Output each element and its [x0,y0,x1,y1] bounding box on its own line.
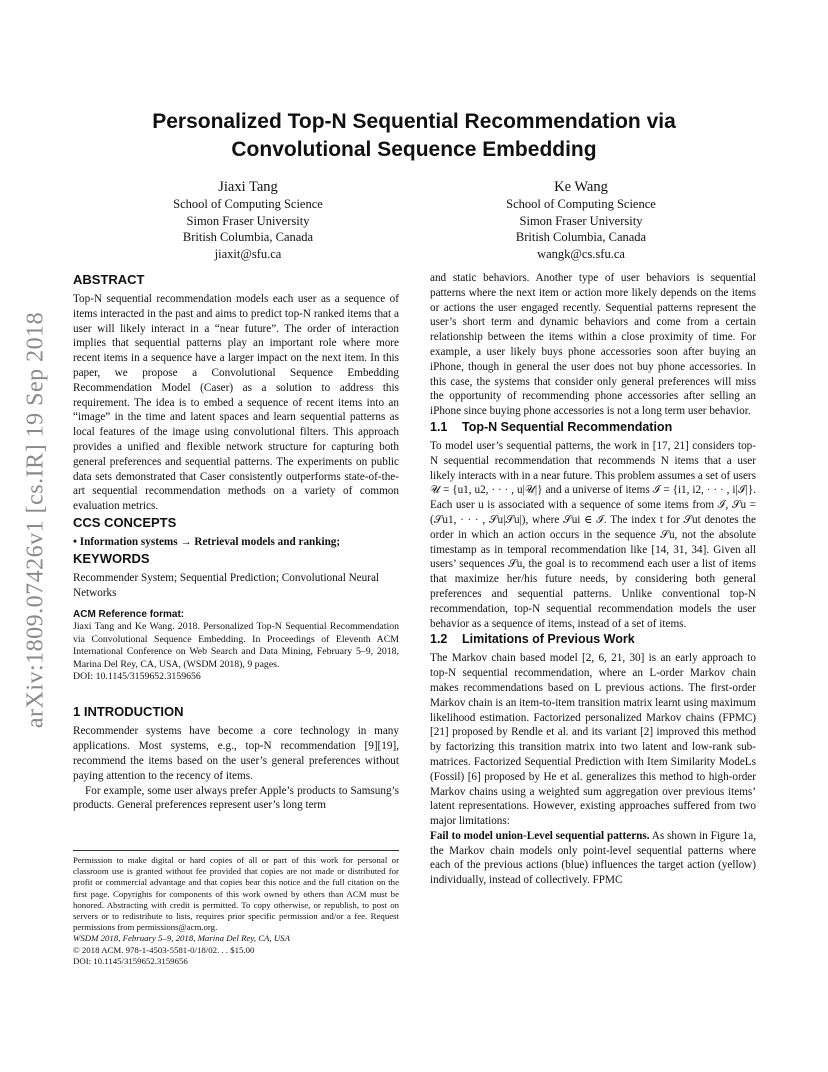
author-dept: School of Computing Science [506,197,656,211]
title-line-1: Personalized Top-N Sequential Recommendation via [152,110,676,133]
section-1-2-heading [430,631,756,647]
right-column [430,271,756,888]
limitation-paragraph [430,829,756,888]
copyright-footnote [73,850,399,967]
abstract-text: Top-N sequential recommendation models each user as a sequence of items interacted in the past and aims to predict top-N ranked items that a user will likely interact in a “near future”. The order of interaction implies that sequential patterns play an important role where more recent items in a sequence have a larger impact on the next item. In this paper, we propose a Convolutional Sequence Embedding Recommendation Model (Caser) as a solution to address this requirement. The idea is to embed a sequence of recent items into an “image” in the time and latent spaces and learn sequential patterns as local features of the image using convolutional filters. This approach provides a unified and flexible network structure for capturing both general preferences and sequential patterns. The experiments on public data sets demonstrated that Caser consistently outperforms state-of-the-art sequential recommendation methods on a variety of common evaluation metrics. [73,293,399,513]
footnote-copyright: © 2018 ACM. 978-1-4503-5581-0/18/02. . . $15.00 [73,944,255,955]
footnote-venue: WSDM 2018, February 5–9, 2018, Marina Del Rey, CA, USA [73,933,290,944]
keywords-heading: KEYWORDS [73,550,150,566]
acm-ref-heading: ACM Reference format: [73,609,185,621]
title-line-2: Convolutional Sequence Embedding [231,138,597,161]
author-dept: School of Computing Science [173,197,323,211]
intro-paragraph-1: Recommender systems have become a core technology in many applications. Most systems, e.g., top-N recommendation [9][19], recommend the items based on the user’s general preferences without paying attention to the recency of items. [73,725,399,782]
author-univ: Simon Fraser University [186,213,310,228]
acm-ref-text: Jiaxi Tang and Ke Wang. 2018. Personalized Top-N Sequential Recommendation via Convolutional Sequence Embedding. In Proceedings of Eleventh ACM International Conference on Web Search and Data Mining, February 5–9, 2018, Marina Del Rey, CA, USA, (WSDM 2018), 9 pages. [73,621,399,670]
author-location: British Columbia, Canada [182,230,314,245]
ccs-heading: CCS CONCEPTS [73,514,177,530]
permission-notice: Permission to make digital or hard copies of all or part of this work for personal or classroom use is granted without fee provided that copies are not made or distributed for profit or commercial advantage and that copies bear this notice and the full citation on the first page. Copyrights for components of this work owned by others than ACM must be honored. Abstracting with credit is permitted. To copy otherwise, or republish, to post on servers or to redistribute to lists, requires prior specific permission and/or a fee. Request permissions from permissions@acm.org. [73,855,399,933]
limitation-text: As shown in Figure 1a, the Markov chain models only point-level sequential patterns where each of the previous actions (blue) influences the target action (yellow) individually, instead of collectively. FPMC [430,829,756,887]
author-location: British Columbia, Canada [515,230,647,245]
acm-ref-doi: DOI: 10.1145/3159652.3159656 [73,670,201,682]
section-title: Top-N Sequential Recommendation [462,419,673,434]
intro-paragraph-3: and static behaviors. Another type of user behaviors is sequential patterns where the next item or action more likely depends on the items or actions the user engaged recently. Sequential patterns represent the user’s short term and dynamic behaviors and come from a certain relationship between the items within a close proximity of time. For example, a user likely buys phone accessories soon after buying an iPhone, though in general the user does not buy phone accessories. In this case, the systems that consider only general preferences will miss the opportunity of recommending phone accessories after selling an iPhone since buying phone accessories is not a long term user behavior. [430,272,756,418]
section-1-1-text: To model user’s sequential patterns, the work in [17, 21] considers top-N sequential recommendation that recommends N items that a user likely interacts with in a near future. This problem assumes a set of users 𝒰 = {u1, u2, · · · , u|𝒰|} and a universe of items ℐ = {i1, i2, · · · , i|ℐ|}. Each user u is associated with a sequence of some items from ℐ, 𝒮u = (𝒮u1, · · · , 𝒮u|𝒮u|), where 𝒮ui ∈ ℐ. The index t for 𝒮ut denotes the order in which an action occurs in the sequence 𝒮u, not the absolute timestamp as in temporal recommendation like [14, 31, 34]. Given all users’ sequences 𝒮u, the goal is to recommend each user a list of items that maximize her/his future needs, by considering both general preferences and sequential patterns. Unlike conventional top-N recommendation, top-N sequential recommendation models the user behavior as a sequence of items, instead of a set of items. [430,439,757,630]
section-title: Limitations of Previous Work [462,632,635,647]
author-univ: Simon Fraser University [519,213,643,228]
author-name: Jiaxi Tang [218,179,278,195]
author-block-1 [130,178,366,262]
keywords-text: Recommender System; Sequential Prediction; Convolutional Neural Networks [73,571,380,599]
left-column [73,271,399,813]
abstract-heading: ABSTRACT [73,272,145,287]
section-1-1-heading [430,419,756,435]
section-number: 1.1 [430,419,448,434]
ccs-text: • Information systems → Retrieval models and ranking; [73,535,341,548]
footnote-doi: DOI: 10.1145/3159652.3159656 [73,955,188,966]
author-name: Ke Wang [554,179,608,195]
author-block-2 [463,178,699,262]
section-number: 1.2 [430,632,448,647]
author-email: jiaxit@sfu.ca [214,246,282,261]
arxiv-stamp: arXiv:1809.07426v1 [cs.IR] 19 Sep 2018 [22,311,49,729]
author-email: wangk@cs.sfu.ca [537,246,625,261]
limitation-heading: Fail to model union-Level sequential patterns. [430,829,650,842]
intro-paragraph-2: For example, some user always prefer Apple’s products to Samsung’s products. General preferences represent user’s long term [73,784,399,812]
paper-title [60,108,768,164]
intro-heading: 1 INTRODUCTION [73,704,184,720]
section-1-2-text: The Markov chain based model [2, 6, 21, 30] is an early approach to top-N sequential recommendation, where an L-order Markov chain makes recommendations based on L previous actions. The first-order Markov chain is an item-to-item transition matrix learnt using maximum likelihood estimation. Factorized personalized Markov chains (FPMC) [21] proposed by Rendle et al. and its variant [2] improved this method by factorizing this transition matrix into two latent and low-rank sub-matrices. Factorized Sequential Prediction with Item Similarity ModeLs (Fossil) [6] proposed by He et al. generalizes this method to high-order Markov chains using a weighted sum aggregation over previous items’ latent representations. However, existing approaches suffered from two major limitations: [430,652,756,828]
